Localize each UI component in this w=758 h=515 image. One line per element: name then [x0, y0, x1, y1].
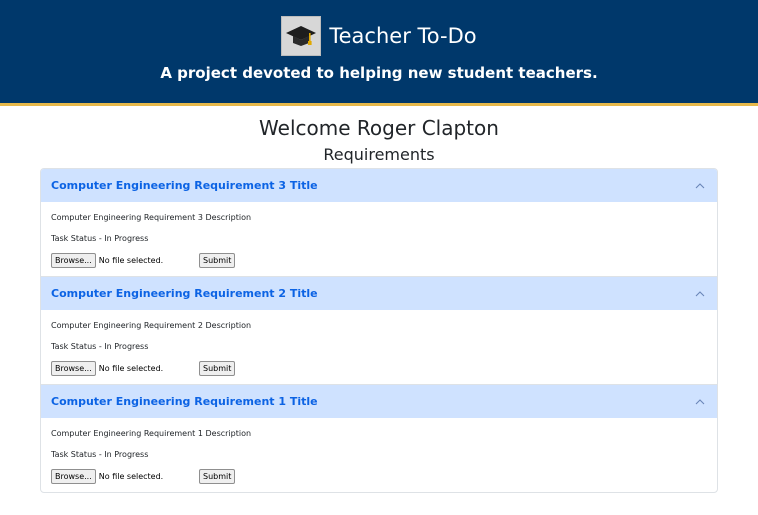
- requirement-header[interactable]: [41, 385, 717, 418]
- task-status: Task Status - In Progress: [51, 234, 149, 243]
- submit-button[interactable]: Submit: [199, 253, 235, 268]
- app-title: Teacher To-Do: [329, 24, 477, 48]
- chevron-up-icon: [694, 396, 706, 408]
- requirements-accordion: [40, 168, 718, 493]
- file-upload-row: [51, 361, 707, 376]
- graduation-cap-icon: [281, 16, 321, 56]
- file-status: No file selected.: [98, 364, 164, 373]
- requirement-title: Computer Engineering Requirement 2 Title: [51, 287, 318, 300]
- chevron-up-icon: [694, 288, 706, 300]
- file-upload-row: [51, 469, 707, 484]
- browse-button[interactable]: Browse...: [51, 253, 96, 268]
- brand: [0, 16, 758, 56]
- tagline: A project devoted to helping new student teachers.: [160, 64, 598, 82]
- requirements-heading: Requirements: [323, 145, 435, 164]
- requirement-header[interactable]: [41, 169, 717, 202]
- welcome-heading: Welcome Roger Clapton: [259, 116, 499, 140]
- task-status: Task Status - In Progress: [51, 450, 149, 459]
- requirement-body: [41, 310, 717, 384]
- task-status: Task Status - In Progress: [51, 342, 149, 351]
- requirement-description: Computer Engineering Requirement 3 Description: [51, 213, 252, 222]
- site-header: [0, 0, 758, 103]
- requirement-description: Computer Engineering Requirement 1 Description: [51, 429, 252, 438]
- chevron-up-icon: [694, 180, 706, 192]
- file-status: No file selected.: [98, 256, 164, 265]
- requirement-description: Computer Engineering Requirement 2 Description: [51, 321, 252, 330]
- browse-button[interactable]: Browse...: [51, 469, 96, 484]
- requirement-title: Computer Engineering Requirement 1 Title: [51, 395, 318, 408]
- submit-button[interactable]: Submit: [199, 361, 235, 376]
- requirement-item: [41, 276, 717, 384]
- file-status: No file selected.: [98, 472, 164, 481]
- header-divider: [0, 103, 758, 106]
- browse-button[interactable]: Browse...: [51, 361, 96, 376]
- requirement-body: [41, 418, 717, 492]
- requirement-body: [41, 202, 717, 276]
- requirement-item: [41, 384, 717, 492]
- file-upload-row: [51, 253, 707, 268]
- requirement-title: Computer Engineering Requirement 3 Title: [51, 179, 318, 192]
- requirement-item: [41, 169, 717, 276]
- requirement-header[interactable]: [41, 277, 717, 310]
- submit-button[interactable]: Submit: [199, 469, 235, 484]
